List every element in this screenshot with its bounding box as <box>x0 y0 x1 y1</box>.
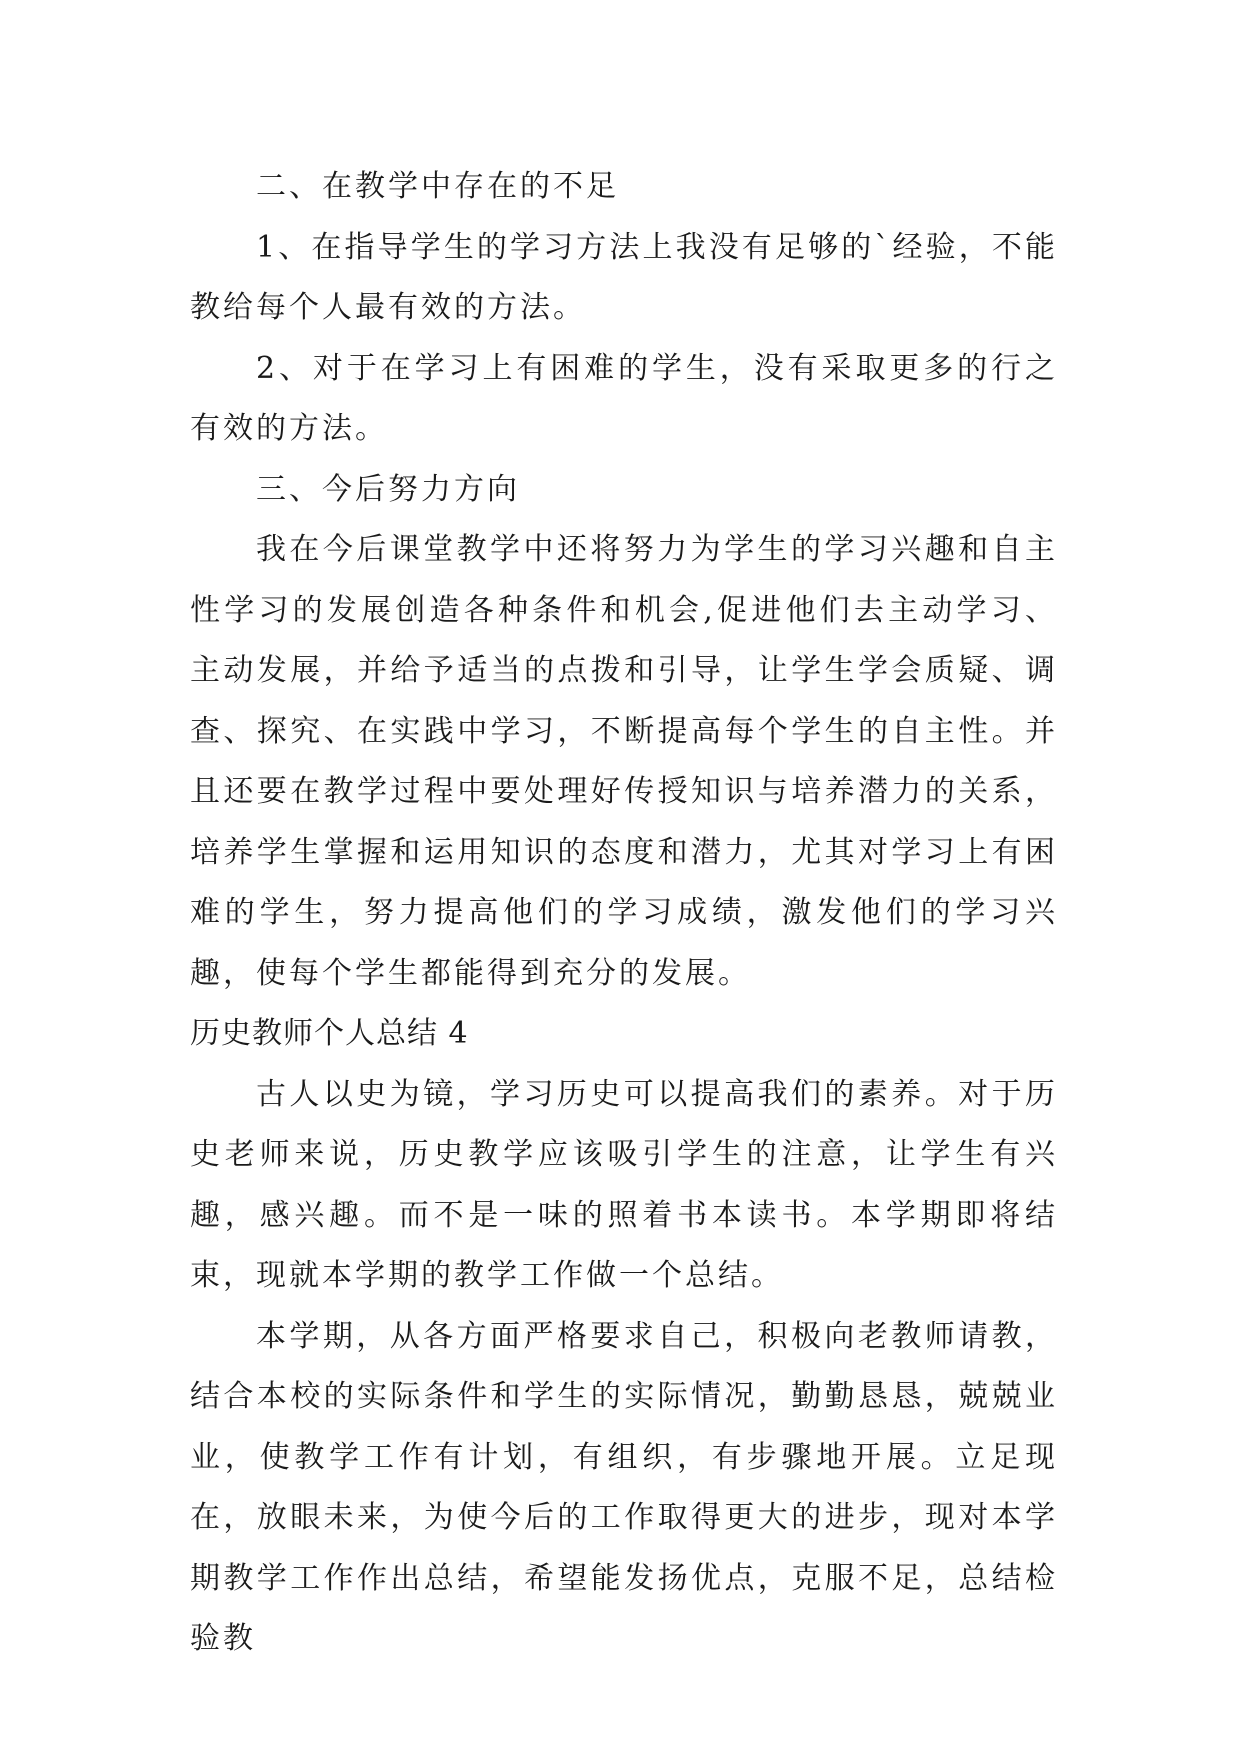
paragraph-item-2: 2、对于在学习上有困难的学生，没有采取更多的行之有效的方法。 <box>190 350 1058 446</box>
paragraph-item-1: 1、在指导学生的学习方法上我没有足够的`经验，不能教给每个人最有效的方法。 <box>190 229 1058 325</box>
section-heading-future-direction: 三、今后努力方向 <box>256 471 520 507</box>
paragraph-intro: 古人以史为镜，学习历史可以提高我们的素养。对于历史老师来说，历史教学应该吸引学生的注意，让学生有兴趣，感兴趣。而不是一味的照着书本读书。本学期即将结束，现就本学期的教学工作做一个总结。 <box>190 1076 1058 1293</box>
paragraph-future-plan: 我在今后课堂教学中还将努力为学生的学习兴趣和自主性学习的发展创造各种条件和机会,促进他们去主动学习、主动发展，并给予适当的点拨和引导，让学生学会质疑、调查、探究、在实践中学习，不断提高每个学生的自主性。并且还要在教学过程中要处理好传授知识与培养潜力的关系，培养学生掌握和运用知识的态度和潜力，尤其对学习上有困难的学生，努力提高他们的学习成绩，激发他们的学习兴趣，使每个学生都能得到充分的发展。 <box>190 532 1058 991</box>
document-title: 历史教师个人总结 4 <box>190 1016 469 1051</box>
section-heading-shortcomings: 二、在教学中存在的不足 <box>256 169 619 204</box>
document-body <box>190 157 1058 1670</box>
paragraph-semester-summary: 本学期，从各方面严格要求自己，积极向老教师请教，结合本校的实际条件和学生的实际情况，勤勤恳恳，兢兢业业，使教学工作有计划，有组织，有步骤地开展。立足现在，放眼未来，为使今后的工作取得更大的进步，现对本学期教学工作作出总结，希望能发扬优点，克服不足，总结检验教 <box>190 1318 1058 1656</box>
